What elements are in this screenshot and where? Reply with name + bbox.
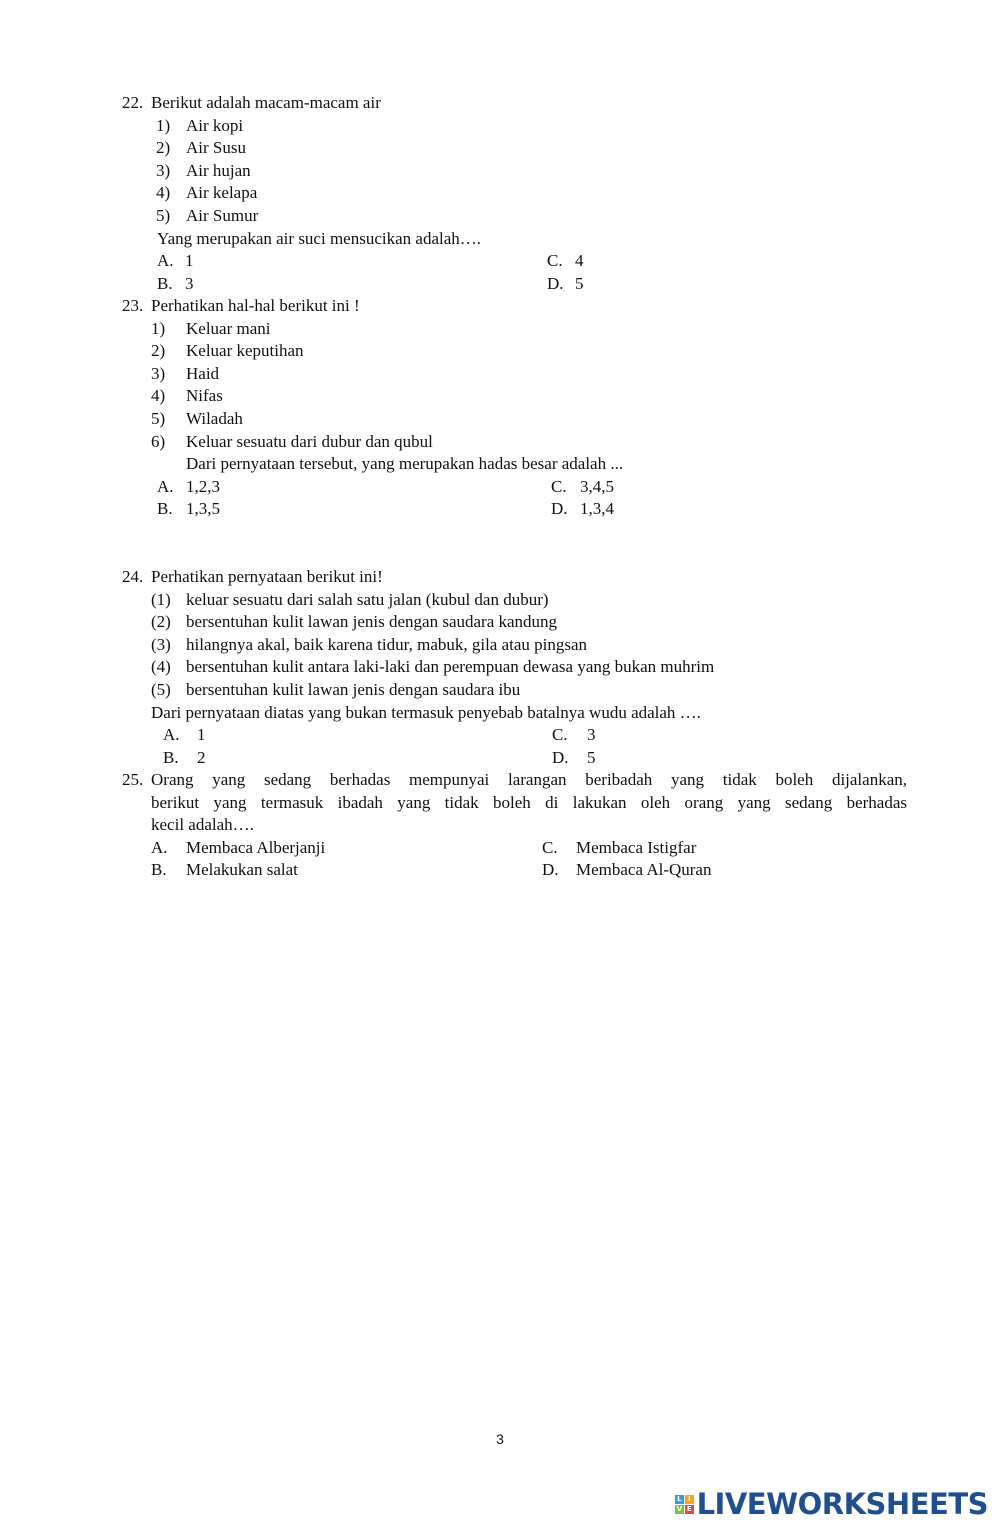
option-text-a[interactable]: 1,2,3	[186, 476, 220, 496]
list-item	[0, 137, 1000, 160]
option-text-a[interactable]: 1	[197, 725, 206, 745]
item-label: (2)	[151, 612, 171, 632]
option-text-d[interactable]: Membaca Al-Quran	[576, 860, 712, 880]
options-row	[0, 747, 1000, 770]
list-item	[0, 318, 1000, 341]
item-label: (4)	[151, 657, 171, 677]
list-item	[0, 205, 1000, 228]
question-prompt-text: Dari pernyataan diatas yang bukan termasuk penyebab batalnya wudu adalah ….	[151, 702, 701, 722]
option-label-b[interactable]: B.	[163, 747, 179, 767]
question-number: 23.	[122, 296, 144, 315]
question-24	[0, 566, 1000, 769]
list-item	[0, 340, 1000, 363]
option-label-c[interactable]: C.	[542, 837, 558, 857]
options-row	[0, 273, 1000, 296]
option-text-b[interactable]: 3	[185, 273, 194, 293]
question-number: 24.	[122, 567, 144, 586]
question-stem	[0, 769, 1000, 792]
option-label-c[interactable]: C.	[547, 251, 563, 271]
item-label: 2)	[151, 341, 166, 361]
list-item	[0, 182, 1000, 205]
question-prompt	[0, 453, 1000, 476]
options-row	[0, 476, 1000, 499]
question-stem	[0, 295, 1000, 318]
item-text: Keluar mani	[186, 318, 271, 338]
item-text: hilangnya akal, baik karena tidur, mabuk, gila atau pingsan	[186, 634, 588, 654]
list-item	[0, 385, 1000, 408]
question-number: 25.	[122, 770, 144, 789]
list-item	[0, 115, 1000, 138]
item-label: 2)	[156, 138, 171, 158]
options-row	[0, 724, 1000, 747]
logo-tile-v: V	[675, 1505, 684, 1514]
option-text-b[interactable]: Melakukan salat	[186, 860, 298, 880]
list-item	[0, 589, 1000, 612]
option-text-c[interactable]: 4	[575, 251, 584, 271]
question-stem	[0, 566, 1000, 589]
options-row	[0, 498, 1000, 521]
option-text-c[interactable]: Membaca Istigfar	[576, 837, 697, 857]
option-text-c[interactable]: 3	[587, 725, 596, 745]
question-prompt	[0, 228, 1000, 251]
item-text: Air hujan	[186, 160, 251, 180]
option-label-a[interactable]: A.	[151, 837, 168, 857]
item-label: (3)	[151, 634, 171, 654]
option-label-a[interactable]: A.	[157, 476, 174, 496]
option-label-a[interactable]: A.	[163, 725, 180, 745]
item-text: bersentuhan kulit lawan jenis dengan saudara ibu	[186, 679, 521, 699]
option-text-c[interactable]: 3,4,5	[580, 476, 614, 496]
item-label: 4)	[156, 183, 171, 203]
options-row	[0, 859, 1000, 882]
option-label-d[interactable]: D.	[547, 273, 564, 293]
option-text-b[interactable]: 2	[197, 747, 206, 767]
page-number: 3	[496, 1431, 504, 1447]
list-item	[0, 408, 1000, 431]
option-label-d[interactable]: D.	[552, 747, 569, 767]
liveworksheets-logo[interactable]	[675, 1486, 988, 1522]
item-label: 1)	[151, 318, 166, 338]
item-text: bersentuhan kulit lawan jenis dengan saudara kandung	[186, 612, 558, 632]
logo-tile-e: E	[685, 1505, 694, 1514]
option-label-b[interactable]: B.	[151, 860, 167, 880]
item-text: Wiladah	[186, 408, 243, 428]
item-text: Air kopi	[186, 115, 244, 135]
item-label: 5)	[156, 205, 171, 225]
option-text-a[interactable]: 1	[185, 251, 194, 271]
item-text: Air kelapa	[186, 183, 258, 203]
option-label-a[interactable]: A.	[157, 251, 174, 271]
logo-tile-l: L	[675, 1495, 684, 1504]
option-text-d[interactable]: 5	[575, 273, 584, 293]
question-stem-continued	[0, 792, 1000, 815]
item-text: Nifas	[186, 386, 223, 406]
options-row	[0, 837, 1000, 860]
question-25	[0, 769, 1000, 882]
option-label-d[interactable]: D.	[551, 499, 568, 519]
liveworksheets-logo-icon	[675, 1495, 694, 1514]
list-item	[0, 363, 1000, 386]
question-number: 22.	[122, 93, 144, 112]
list-item	[0, 656, 1000, 679]
option-text-d[interactable]: 5	[587, 747, 596, 767]
option-text-a[interactable]: Membaca Alberjanji	[186, 837, 326, 857]
question-stem-line-3: kecil adalah….	[151, 815, 254, 835]
item-text: keluar sesuatu dari salah satu jalan (kubul dan dubur)	[186, 589, 549, 609]
question-stem	[0, 92, 1000, 115]
question-22	[0, 92, 1000, 295]
item-label: 6)	[151, 431, 166, 451]
question-stem-text: Perhatikan hal-hal berikut ini !	[151, 296, 360, 315]
options-row	[0, 250, 1000, 273]
list-item	[0, 679, 1000, 702]
item-text: Keluar keputihan	[186, 341, 304, 361]
list-item	[0, 160, 1000, 183]
brand-name: LIVEWORKSHEETS	[696, 1486, 988, 1521]
question-prompt	[0, 702, 1000, 725]
question-prompt-text: Dari pernyataan tersebut, yang merupakan hadas besar adalah ...	[186, 454, 624, 474]
item-label: (5)	[151, 679, 171, 699]
item-label: 3)	[156, 160, 171, 180]
question-stem-line-2: berikut yang termasuk ibadah yang tidak boleh di lakukan oleh orang yang sedang berhadas	[151, 792, 907, 812]
list-item	[0, 431, 1000, 454]
question-prompt-text: Yang merupakan air suci mensucikan adalah….	[157, 228, 482, 248]
list-item	[0, 634, 1000, 657]
question-stem-line-1: Orang yang sedang berhadas mempunyai larangan beribadah yang tidak boleh dijalankan,	[151, 770, 907, 789]
item-label: 5)	[151, 408, 166, 428]
question-stem-continued	[0, 814, 1000, 837]
item-text: bersentuhan kulit antara laki-laki dan perempuan dewasa yang bukan muhrim	[186, 657, 715, 677]
option-label-d[interactable]: D.	[542, 860, 559, 880]
option-label-b[interactable]: B.	[157, 499, 173, 519]
logo-tile-i: I	[685, 1495, 694, 1504]
question-23	[0, 295, 1000, 521]
item-label: 3)	[151, 363, 166, 383]
item-text: Air Sumur	[186, 205, 259, 225]
option-text-b[interactable]: 1,3,5	[186, 499, 220, 519]
option-label-c[interactable]: C.	[552, 725, 568, 745]
question-stem-text: Berikut adalah macam-macam air	[151, 93, 381, 112]
item-text: Keluar sesuatu dari dubur dan qubul	[186, 431, 433, 451]
item-label: 1)	[156, 115, 171, 135]
item-label: (1)	[151, 589, 171, 609]
list-item	[0, 611, 1000, 634]
option-label-b[interactable]: B.	[157, 273, 173, 293]
option-text-d[interactable]: 1,3,4	[580, 499, 614, 519]
item-text: Haid	[186, 363, 220, 383]
item-text: Air Susu	[186, 138, 246, 158]
question-stem-text: Perhatikan pernyataan berikut ini!	[151, 567, 383, 586]
option-label-c[interactable]: C.	[551, 476, 567, 496]
item-label: 4)	[151, 386, 166, 406]
